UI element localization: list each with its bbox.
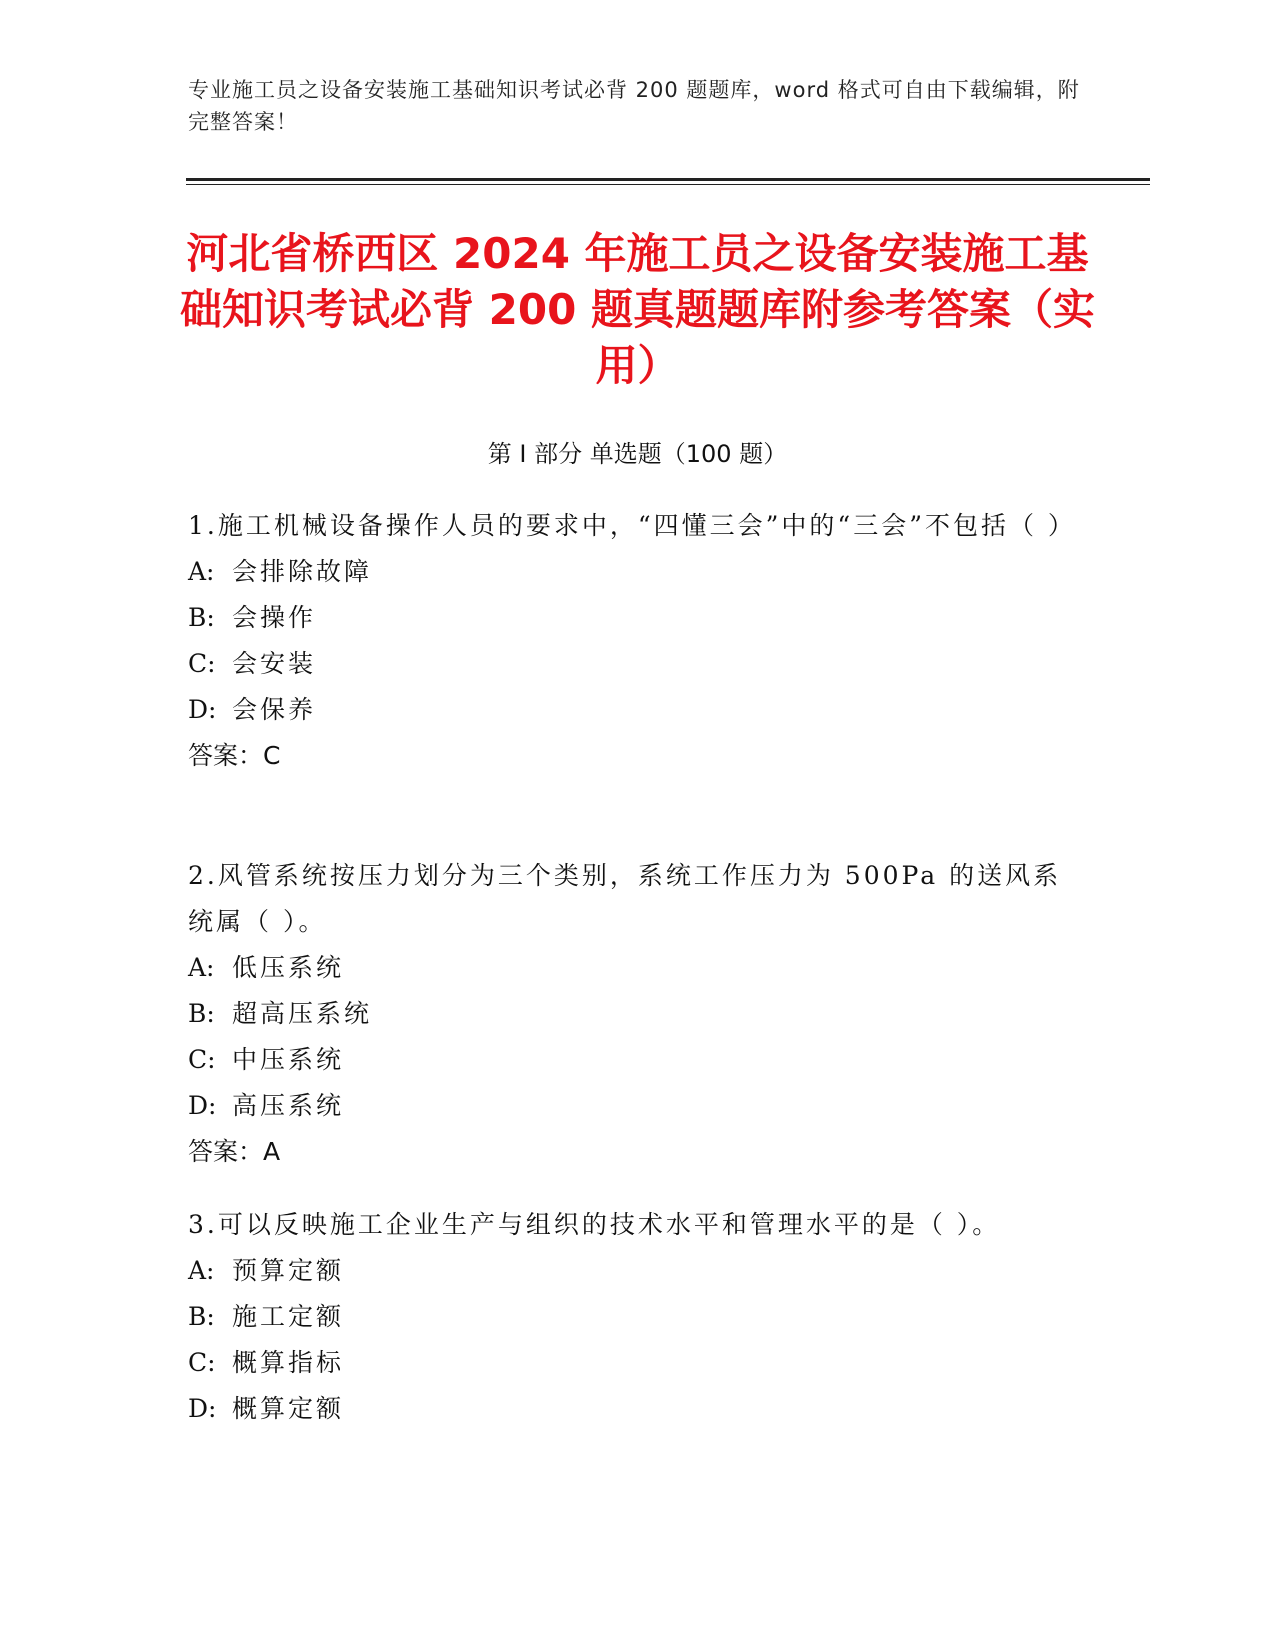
option-label: C: <box>188 1348 216 1377</box>
question-2 <box>188 853 1088 1175</box>
option-label: B: <box>188 1302 215 1331</box>
document-title: 河北省桥西区 2024 年施工员之设备安装施工基础知识考试必背 200 题真题题库附参考答案（实用） <box>180 229 1095 390</box>
option-b <box>188 1294 1088 1340</box>
option-text: 预算定额 <box>232 1256 345 1285</box>
option-d <box>188 1386 1088 1432</box>
option-c <box>188 641 1088 687</box>
answer-text: 答案：A <box>188 1137 281 1166</box>
header-rule-thin <box>186 184 1150 185</box>
option-label: C: <box>188 1045 216 1074</box>
option-text: 高压系统 <box>232 1091 345 1120</box>
option-d <box>188 687 1088 733</box>
option-text: 会操作 <box>232 603 317 632</box>
option-label: B: <box>188 999 215 1028</box>
option-text: 会保养 <box>232 695 317 724</box>
option-label: A: <box>188 557 215 586</box>
option-b <box>188 595 1088 641</box>
option-label: A: <box>188 1256 215 1285</box>
option-text: 中压系统 <box>232 1045 345 1074</box>
header-note: 专业施工员之设备安装施工基础知识考试必背 200 题题库，word 格式可自由下载编辑，附完整答案！ <box>188 78 1080 134</box>
option-d <box>188 1083 1088 1129</box>
option-text: 低压系统 <box>232 953 345 982</box>
option-label: D: <box>188 695 217 724</box>
option-label: B: <box>188 603 215 632</box>
question-3 <box>188 1202 1088 1432</box>
option-text: 概算指标 <box>232 1348 345 1377</box>
section-title: 第 I 部分 单选题（100 题） <box>487 440 788 468</box>
question-1 <box>188 503 1088 779</box>
option-b <box>188 991 1088 1037</box>
question-text: 1.施工机械设备操作人员的要求中，“四懂三会”中的“三会”不包括（ ） <box>188 511 1076 540</box>
option-text: 施工定额 <box>232 1302 345 1331</box>
option-a <box>188 549 1088 595</box>
option-text: 超高压系统 <box>232 999 373 1028</box>
option-label: D: <box>188 1394 217 1423</box>
question-text: 2.风管系统按压力划分为三个类别，系统工作压力为 500Pa 的送风系统属（ ）。 <box>188 861 1062 936</box>
option-label: A: <box>188 953 215 982</box>
option-text: 概算定额 <box>232 1394 345 1423</box>
option-a <box>188 1248 1088 1294</box>
header-rule-thick <box>186 178 1150 181</box>
option-text: 会排除故障 <box>232 557 373 586</box>
option-label: C: <box>188 649 216 678</box>
question-text: 3.可以反映施工企业生产与组织的技术水平和管理水平的是（ ）。 <box>188 1210 1001 1239</box>
answer-text: 答案：C <box>188 741 281 770</box>
option-c <box>188 1037 1088 1083</box>
option-text: 会安装 <box>232 649 317 678</box>
option-a <box>188 945 1088 991</box>
option-c <box>188 1340 1088 1386</box>
option-label: D: <box>188 1091 217 1120</box>
